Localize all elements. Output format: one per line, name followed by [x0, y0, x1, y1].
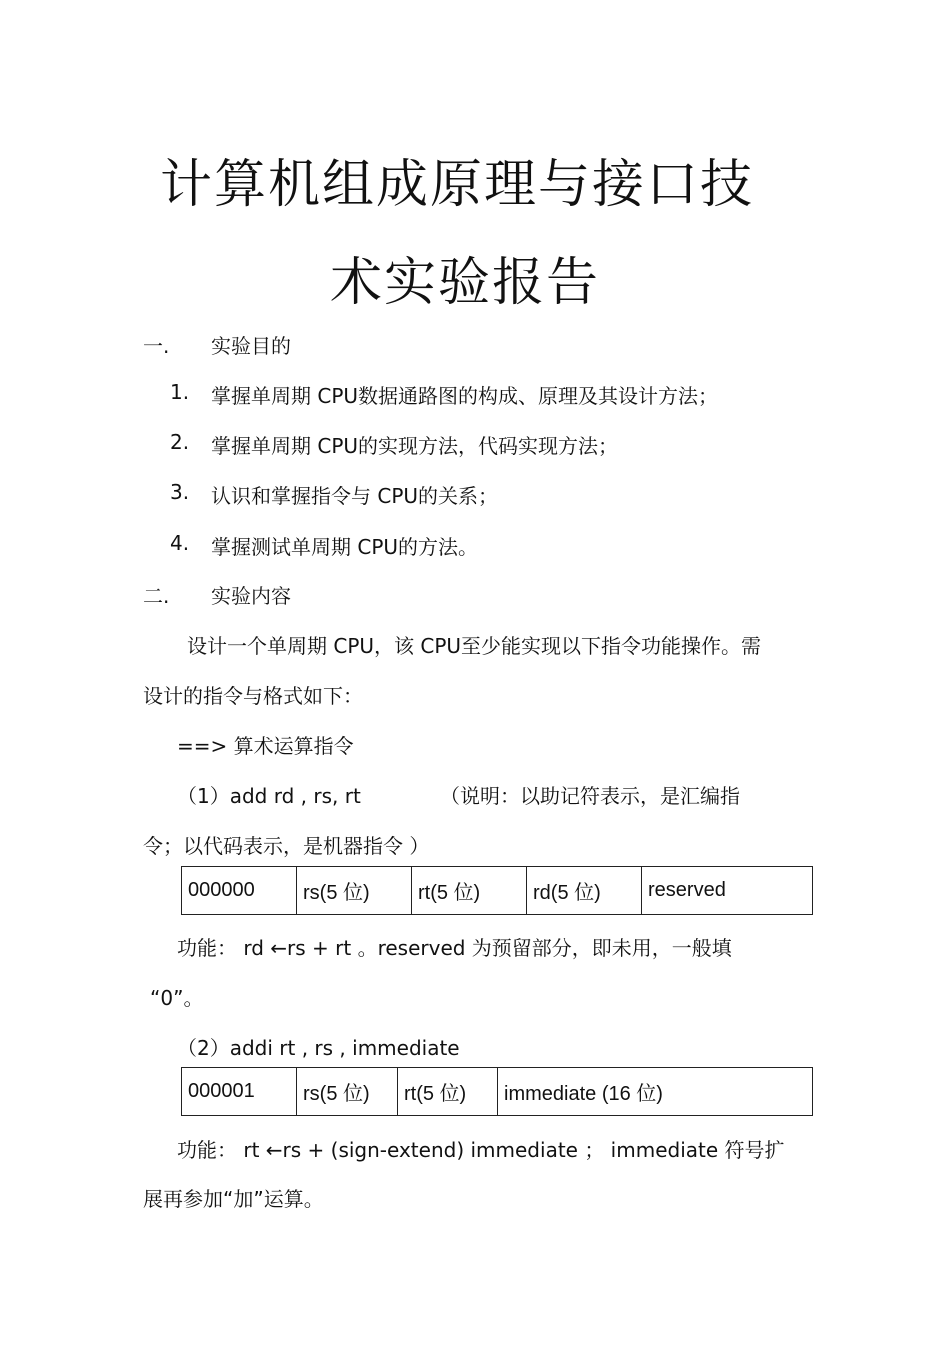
instruction-2-mnemonic: （2）addi rt , rs , immediate [177, 1036, 460, 1060]
field-rt: rt(5 位) [398, 1068, 498, 1116]
paragraph-line-2: 设计的指令与格式如下： [143, 684, 363, 708]
field-reserved: reserved [642, 867, 813, 915]
doc-title-line1: 计算机组成原理与接口技 [160, 155, 755, 215]
field-rd: rd(5 位) [527, 867, 642, 915]
instruction-1-mnemonic: （1）add rd , rs, rt [177, 784, 361, 808]
field-rs: rs(5 位) [297, 867, 412, 915]
function-1-line-2: “0”。 [150, 986, 204, 1010]
goal-1-number: 1. [170, 380, 190, 404]
instruction-1-note: （说明：以助记符表示，是汇编指 [440, 784, 740, 808]
field-opcode: 000001 [182, 1068, 297, 1116]
function-2-line-1: 功能： rt ←rs + (sign-extend) immediate ； immediate 符号扩 [177, 1138, 785, 1162]
section1-number: 一. [143, 334, 170, 358]
goal-4-number: 4. [170, 531, 190, 555]
field-rs: rs(5 位) [297, 1068, 398, 1116]
instruction-1-note-cont: 令；以代码表示，是机器指令 ） [143, 834, 430, 858]
instruction-1-format-table [181, 866, 813, 915]
table-row [182, 1068, 813, 1116]
field-opcode: 000000 [182, 867, 297, 915]
table-row [182, 867, 813, 915]
goal-4-text: 掌握测试单周期 CPU的方法。 [211, 535, 479, 559]
field-rt: rt(5 位) [412, 867, 527, 915]
arith-instructions-header: ==> 算术运算指令 [177, 734, 354, 758]
function-2-line-2: 展再参加“加”运算。 [143, 1187, 324, 1211]
paragraph-line-1: 设计一个单周期 CPU，该 CPU至少能实现以下指令功能操作。需 [187, 634, 762, 658]
goal-2-number: 2. [170, 430, 190, 454]
goal-3-number: 3. [170, 480, 190, 504]
field-immediate: immediate (16 位) [498, 1068, 813, 1116]
instruction-2-format-table [181, 1067, 813, 1116]
goal-2-text: 掌握单周期 CPU的实现方法，代码实现方法； [211, 434, 619, 458]
section1-heading: 实验目的 [211, 334, 291, 358]
section2-number: 二. [143, 584, 170, 608]
goal-3-text: 认识和掌握指令与 CPU的关系； [211, 484, 499, 508]
goal-1-text: 掌握单周期 CPU数据通路图的构成、原理及其设计方法； [211, 384, 719, 408]
doc-title-line2: 术实验报告 [330, 253, 601, 313]
function-1-line-1: 功能： rd ←rs + rt 。reserved 为预留部分，即未用，一般填 [177, 936, 732, 960]
section2-heading: 实验内容 [211, 584, 291, 608]
